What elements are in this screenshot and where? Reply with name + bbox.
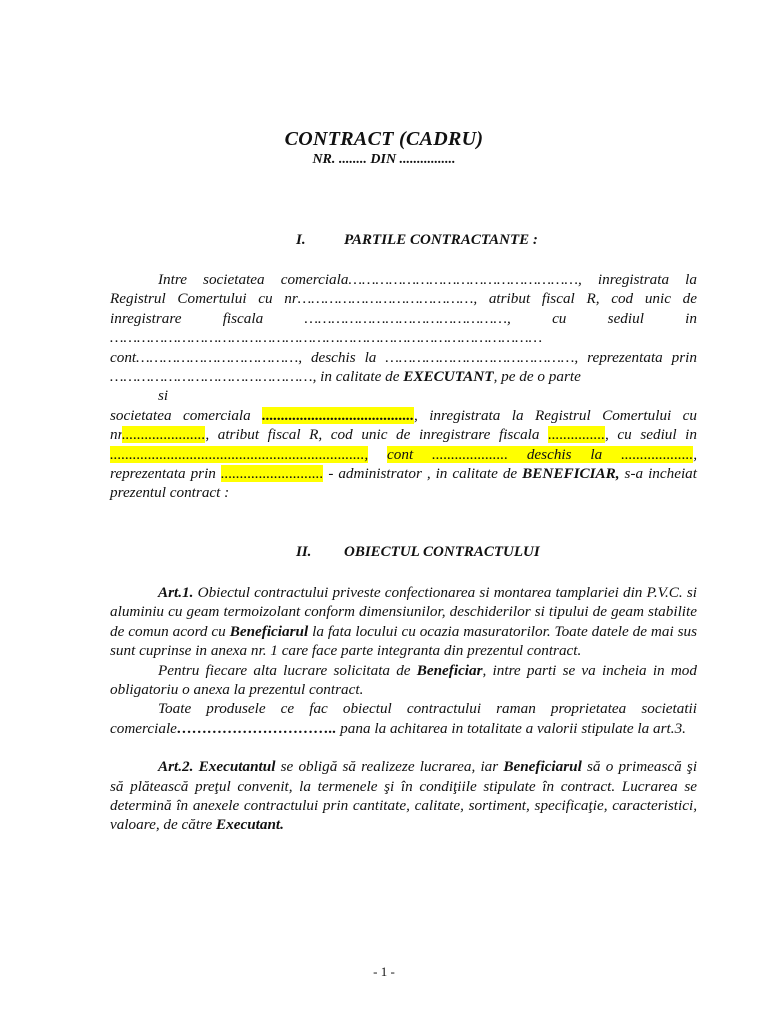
- text: , deschis la: [298, 348, 377, 366]
- role-executant: EXECUTANT: [403, 368, 494, 386]
- highlighted-field: ........................................: [262, 406, 415, 424]
- text: pana la achitarea in totalitate a valorii stipulate la art.3.: [340, 719, 686, 737]
- text: , in calitate de: [312, 368, 400, 386]
- executant-paragraph: [110, 270, 697, 386]
- spacer: [110, 738, 697, 757]
- text: Toate produsele ce fac obiectul contractului raman proprietatea societatii comerciale: [110, 700, 697, 737]
- text: să o primească şi să plătească preţul convenit, la termenele şi în condiţiile stipulate în contract. Lucrarea se determină în anexele contractului prin cantitate, calitate, sortiment, specificaţie, caracteristici, valoare, de către: [110, 758, 698, 834]
- article-2: [110, 757, 697, 835]
- page-title: CONTRACT (CADRU): [284, 128, 484, 150]
- other-works-paragraph: [110, 661, 697, 700]
- highlighted-field: ......................: [121, 426, 206, 444]
- conjunction-si: si: [158, 387, 169, 405]
- text: , cu sediul in: [507, 309, 697, 327]
- contract-number-line: NR. ........ DIN ................: [312, 152, 456, 167]
- highlighted-field: ...................................................................,: [110, 445, 369, 463]
- section-title: PARTILE CONTRACTANTE :: [344, 232, 538, 248]
- role-beneficiar: Beneficiar: [416, 661, 483, 679]
- role-executant: Executantul: [198, 758, 276, 776]
- parties-block: [110, 270, 697, 503]
- text: s-a incheiat prezentul contract :: [110, 465, 697, 502]
- highlighted-field: ...............: [548, 426, 606, 444]
- blank-field: ………………………………………: [304, 309, 508, 327]
- text: - administrator , in calitate de: [323, 465, 518, 483]
- section-number: II.: [296, 544, 312, 560]
- blank-field: ……………………………………: [385, 348, 575, 366]
- role-beneficiar: BENEFICIAR,: [522, 465, 620, 483]
- blank-field: …………………………..: [176, 719, 337, 737]
- text: , reprezentata prin: [110, 445, 698, 483]
- text: , intre parti se va incheia in mod obligatoriu o anexa la prezentul contract.: [110, 661, 697, 699]
- highlighted-field: cont .................... deschis la ...................: [387, 445, 694, 463]
- beneficiar-paragraph: [110, 406, 697, 503]
- object-block: [110, 583, 697, 835]
- blank-field: ……………………………………………: [348, 271, 579, 288]
- section-heading-parties: [296, 232, 538, 249]
- section-number: I.: [296, 232, 306, 248]
- role-beneficiar: Beneficiarul: [503, 758, 582, 776]
- text: Obiectul contractului priveste confectionarea si montarea tamplariei din P.V.C. si aluminiu cu geam termoizolant conform dimensiunilor, deschiderilor si tipului de geam stabilite de comun acord cu: [110, 584, 697, 640]
- article-label: Art.2.: [158, 758, 194, 776]
- text: se obligă să realizeze lucrarea, iar: [280, 758, 499, 776]
- text: , inregistrata la Registrul Comertului cu nr: [110, 271, 697, 308]
- text: societatea comerciala: [110, 406, 251, 424]
- blank-field: ……………………………………………………………………………………: [110, 329, 543, 347]
- role-beneficiar: Beneficiarul: [229, 622, 309, 640]
- section-heading-object: [296, 544, 540, 561]
- text: Intre societatea comerciala: [158, 271, 349, 288]
- text: , pe de o parte: [493, 368, 581, 386]
- article-1: [110, 583, 697, 661]
- role-executant: Executant.: [216, 816, 284, 834]
- text: , atribut fiscal R, cod unic de inregistrare fiscala: [205, 426, 540, 444]
- text: la fata locului cu ocazia masuratorilor. Toate datele de mai sus sunt cuprinse in anexa nr. 1 care face parte integranta din prezentul contract.: [110, 622, 698, 660]
- article-label: Art.1.: [158, 584, 194, 601]
- text: Pentru fiecare alta lucrare solicitata de: [158, 661, 411, 679]
- blank-field: ………………………………: [136, 348, 299, 366]
- text: , cu sediul in: [605, 426, 697, 444]
- section-title: OBIECTUL CONTRACTULUI: [344, 544, 540, 560]
- blank-field: …………………………………: [297, 290, 474, 308]
- highlighted-field: ...........................: [220, 465, 324, 483]
- text: , reprezentata prin: [574, 348, 697, 366]
- page-number: - 1 -: [373, 964, 395, 979]
- ownership-paragraph: [110, 699, 697, 738]
- blank-field: ………………………………………: [110, 368, 313, 386]
- text: cont: [110, 348, 137, 366]
- text: , atribut fiscal R, cod unic de inregistrare fiscala: [110, 290, 697, 327]
- text: , inregistrata la Registrul Comertului cu nr: [110, 406, 697, 444]
